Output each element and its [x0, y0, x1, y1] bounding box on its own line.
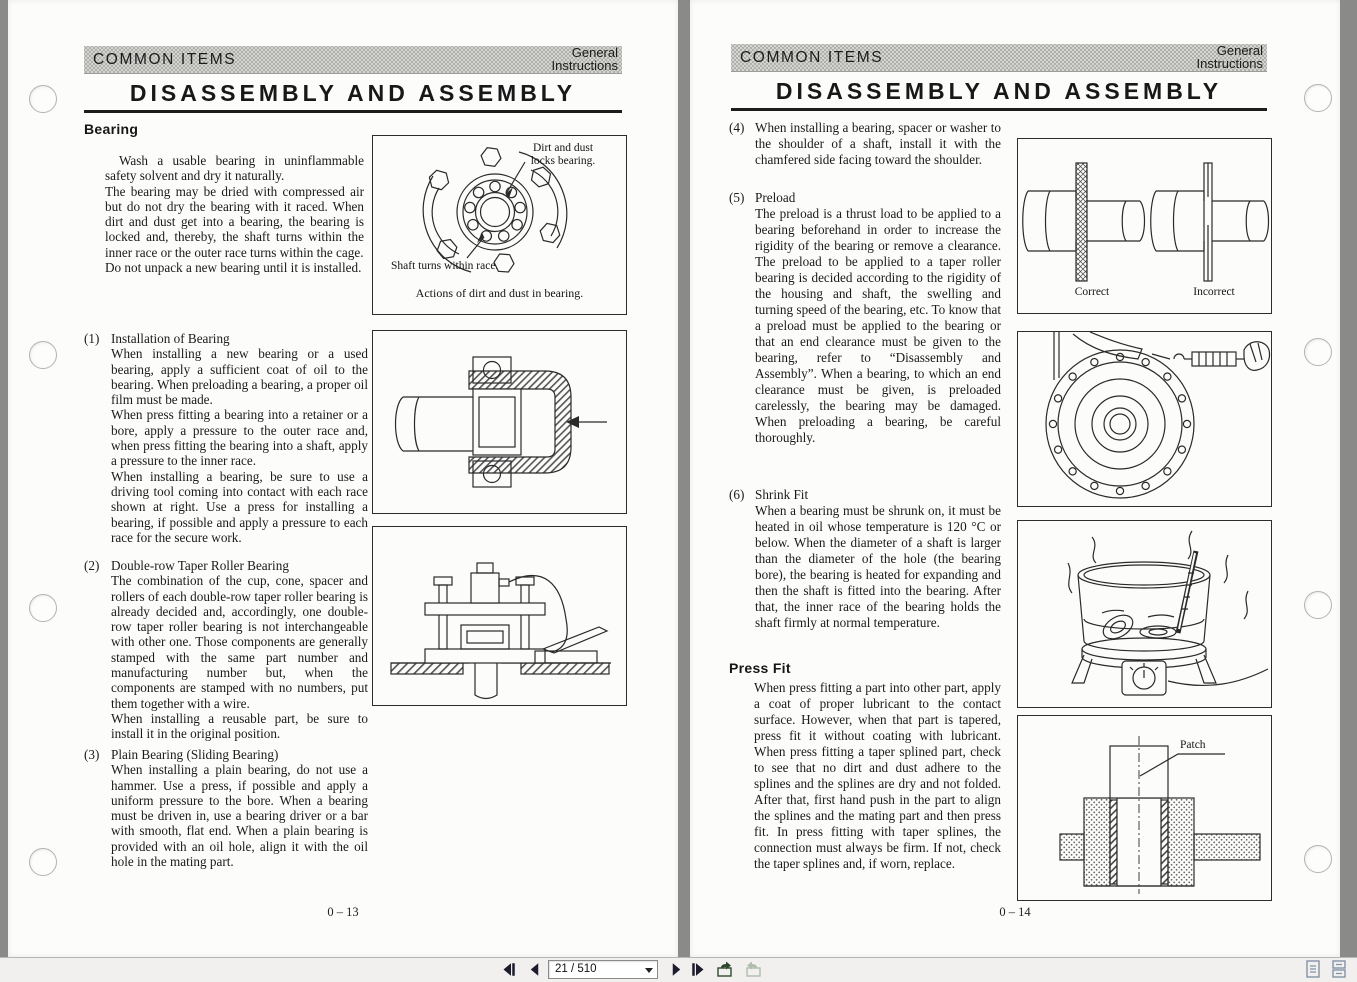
item-number: (1) — [84, 331, 100, 346]
header-right-label: General Instructions — [1196, 43, 1263, 71]
paragraph: Do not unpack a new bearing until it is installed. — [105, 260, 362, 276]
paragraph: When installing a new bearing or a used bearing, apply a sufficient coat of oil to the bearing. When preloading a bearing, a proper oil film must be made. — [111, 346, 368, 408]
title-rule — [731, 108, 1267, 111]
binder-hole — [29, 85, 57, 113]
paragraph: When installing a bearing, spacer or washer to the shoulder of a shaft, install it with the chamfered side facing toward the shoulder. — [755, 120, 1001, 167]
section-heading-press-fit: Press Fit — [729, 660, 791, 676]
item-number: (4) — [729, 120, 745, 135]
previous-page-button[interactable] — [526, 962, 543, 977]
page-number-value: 21 / 510 — [555, 963, 597, 975]
list-item-6 — [729, 487, 1001, 631]
item-number: (5) — [729, 190, 745, 205]
figure-label: Patch — [1180, 739, 1206, 751]
item-number: (2) — [84, 558, 100, 573]
item-title: Shrink Fit — [755, 487, 809, 502]
list-item-1 — [84, 331, 368, 545]
title-rule — [84, 110, 622, 113]
binder-hole — [1304, 338, 1332, 366]
press-fit-drawing — [373, 331, 626, 513]
list-item-5 — [729, 190, 1001, 446]
list-item-2 — [84, 558, 368, 742]
figure-press-fit-section — [372, 330, 627, 514]
paragraph: When a bearing must be shrunk on, it must be heated in oil whose temperature is 120 °C or below. When the diameter of a shaft is larger than the diameter of the hole (the bearing bore), the bearing is heated for expanding and then the shaft is fitted into the bearing. After that, the inner race of the bearing holds the shaft firmly at normal temperature. — [755, 503, 1001, 630]
binder-hole — [29, 848, 57, 876]
page-title: DISASSEMBLY AND ASSEMBLY — [775, 78, 1223, 104]
paragraph: The combination of the cup, cone, spacer and rollers of each double-row taper roller bearing is already decided and, accordingly, one double-row taper roller bearing is not interchangeable with other one. Those components are generally stamped with the same part number and manufacturing number but, when the components are stamped with no numbers, put them together with a wire. — [111, 573, 368, 711]
page-number: 0 – 13 — [327, 905, 359, 919]
paragraph: When press fitting a part into other part, apply a coat of proper lubricant to the contact surface. However, when that part is tapered, press fit it without coating with lubricant. When press fitting a taper splined part, check to see that no dirt and dust adhere to the splines and the splines are dry and not folded. After that, first hand push in the part to align the splines and the mating part and then press fit. In press fitting with taper splines, the connection must always be firm. If not, check the taper splines and, if worn, replace. — [754, 680, 1001, 871]
page-number: 0 – 14 — [999, 905, 1031, 919]
page-header-bar — [84, 46, 622, 74]
paragraph: When installing a plain bearing, do not use a hammer. Use a press, if possible and apply a uniform pressure to the bore. When a bearing must be driven in, use a bearing driver or a bar with smooth, flat end. When a plain bearing is provided with an oil hole, align it with the oil hole in the mating part. — [111, 762, 368, 870]
item-number: (6) — [729, 487, 745, 502]
header-section-label: COMMON ITEMS — [93, 51, 237, 68]
figure-label: Shaft turns within race. — [391, 260, 499, 272]
oil-heating-drawing — [1018, 521, 1271, 707]
item-title: Plain Bearing (Sliding Bearing) — [111, 747, 279, 762]
figure-bearing-dirt — [372, 135, 627, 315]
figure-label: Dirt and dust — [532, 142, 594, 154]
page-number-input[interactable] — [548, 960, 658, 979]
document-page-left — [8, 0, 678, 957]
first-page-button[interactable] — [500, 962, 517, 977]
header-right-label: General Instructions — [551, 45, 618, 73]
figure-preload-measurement — [1017, 331, 1272, 507]
figure-label: Incorrect — [1193, 286, 1235, 298]
figure-oil-heating — [1017, 520, 1272, 708]
next-page-button[interactable] — [668, 962, 685, 977]
hydraulic-press-drawing — [373, 527, 626, 705]
paragraph: When installing a bearing, be sure to use a driving tool coming into contact with each race shown at right. Use a press for installing a bearing, if possible and apply a pressure to each race for the secure work. — [111, 468, 368, 545]
item-title: Double-row Taper Roller Bearing — [111, 558, 289, 573]
preload-measurement-drawing — [1018, 332, 1271, 506]
page-header-bar — [731, 44, 1267, 72]
figure-washer-orientation — [1017, 138, 1272, 314]
header-section-label: COMMON ITEMS — [740, 49, 884, 66]
section-heading-bearing: Bearing — [84, 121, 139, 137]
figure-label: locks bearing. — [530, 155, 596, 167]
chevron-down-icon — [645, 968, 653, 973]
last-page-button[interactable] — [690, 962, 707, 977]
item-title: Installation of Bearing — [111, 331, 230, 346]
document-page-right — [690, 0, 1340, 957]
press-fit-patch-drawing — [1018, 716, 1271, 900]
binder-hole — [29, 594, 57, 622]
list-item-3 — [84, 747, 368, 869]
figure-hydraulic-press — [372, 526, 627, 706]
binder-hole — [1304, 84, 1332, 112]
paragraph: The bearing may be dried with compressed air but do not dry the bearing with it raced. When dirt and dust get into a bearing, the bearing is locked and, thereby, the shaft turns within the inner race or the outer race turns within the cage. — [105, 183, 364, 260]
item-title: Preload — [755, 190, 796, 205]
binder-hole — [1304, 591, 1332, 619]
figure-caption: Actions of dirt and dust in bearing. — [415, 286, 584, 300]
previous-view-button[interactable] — [716, 960, 736, 978]
next-view-button[interactable] — [742, 960, 762, 978]
binder-hole — [1304, 845, 1332, 873]
list-item-4 — [729, 120, 1001, 168]
figure-label: Correct — [1074, 286, 1110, 298]
page-title: DISASSEMBLY AND ASSEMBLY — [129, 80, 577, 106]
intro-paragraphs — [105, 153, 364, 275]
item-number: (3) — [84, 747, 100, 762]
paragraph: The preload is a thrust load to be applied to a bearing beforehand in order to increase the rigidity of the bearing or remove a clearance. The preload to be applied to a taper roller bearing is decided according to the rigidity of the housing and shaft, the swelling and turning speed of the bearing, etc. To know that a preload must be applied to the bearing or that an end clearance must be given to the bearing, refer to “Disassembly and Assembly”. When a bearing, to which an end clearance must be given, is preloaded carelessly, the bearing may be damaged. When preloading a bearing, be careful thoroughly. — [755, 206, 1001, 445]
paragraph: When installing a reusable part, be sure to install it in the original position. — [111, 710, 368, 742]
continuous-view-button[interactable] — [1332, 960, 1346, 978]
single-page-view-button[interactable] — [1306, 960, 1320, 978]
press-fit-paragraphs — [754, 680, 1001, 872]
paragraph: Wash a usable bearing in uninflammable safety solvent and dry it naturally. — [105, 153, 364, 184]
paragraph: When press fitting a bearing into a retainer or a bore, apply a pressure to the outer race and, when press fitting the bearing into a shaft, apply a pressure to the inner race. — [111, 407, 368, 469]
figure-press-fit-patch — [1017, 715, 1272, 901]
binder-hole — [29, 341, 57, 369]
